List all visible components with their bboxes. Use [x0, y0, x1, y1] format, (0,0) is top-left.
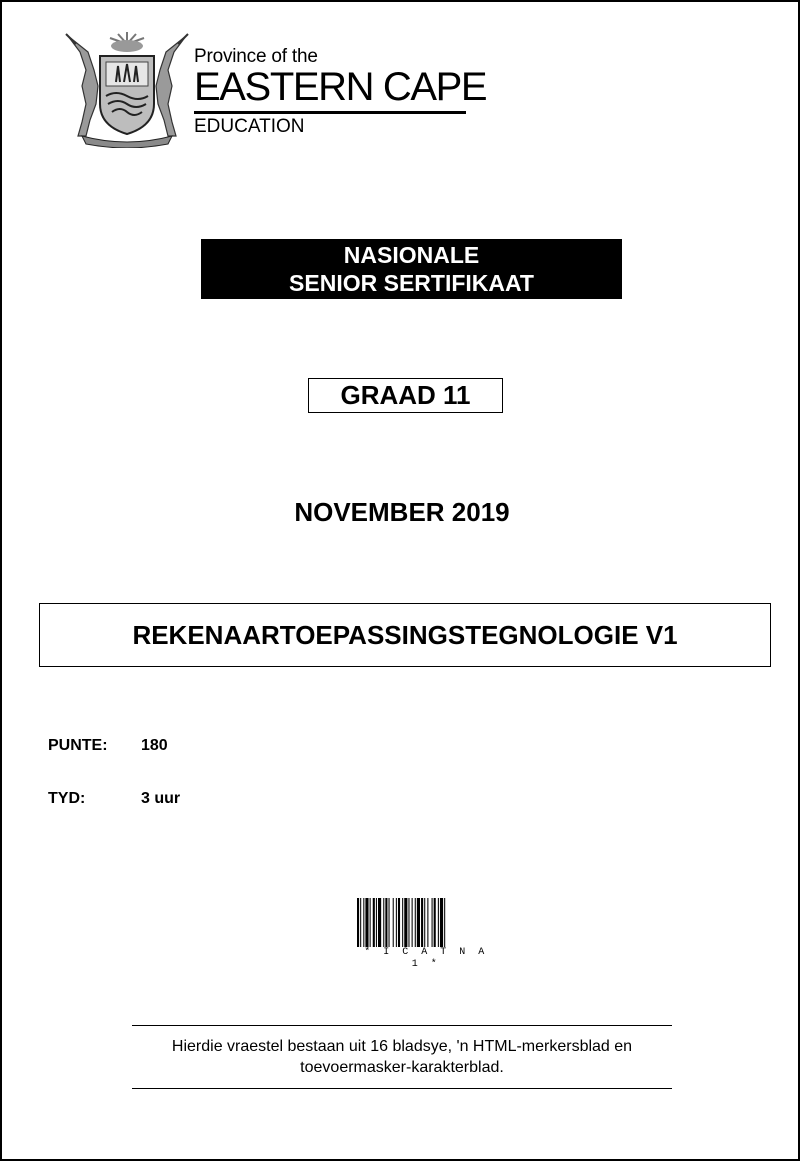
eastern-cape-logo-text — [194, 46, 486, 138]
nss-title-box — [201, 239, 622, 299]
nss-title-line1: NASIONALE — [343, 242, 480, 268]
time-row — [48, 789, 180, 809]
marks-row — [48, 736, 168, 756]
exam-date: NOVEMBER 2019 — [294, 497, 510, 527]
page-count-note-line2: toevoermasker-karakterblad. — [300, 1059, 504, 1076]
page-count-note-line1: Hierdie vraestel bestaan uit 16 bladsye, 'n HTML-merkersblad en — [171, 1038, 633, 1055]
logo-divider — [194, 111, 466, 114]
logo-eastern-cape-text: EASTERN CAPE — [194, 65, 487, 109]
page-count-note — [132, 1025, 672, 1089]
subject-title-box: REKENAARTOEPASSINGSTEGNOLOGIE V1 — [39, 603, 771, 667]
marks-value: 180 — [141, 737, 168, 754]
logo-province-text: Province of the — [194, 46, 318, 67]
logo-education-text: EDUCATION — [194, 116, 305, 137]
barcode-icon — [356, 898, 496, 954]
nss-title-line2: SENIOR SERTIFIKAAT — [289, 270, 534, 296]
grade-box: GRAAD 11 — [308, 378, 503, 413]
marks-label: PUNTE: — [48, 737, 108, 754]
coat-of-arms-icon — [60, 30, 194, 148]
barcode-text: * I C A T N A 1 * — [356, 947, 496, 971]
time-value: 3 uur — [141, 790, 181, 807]
time-label: TYD: — [48, 790, 86, 807]
